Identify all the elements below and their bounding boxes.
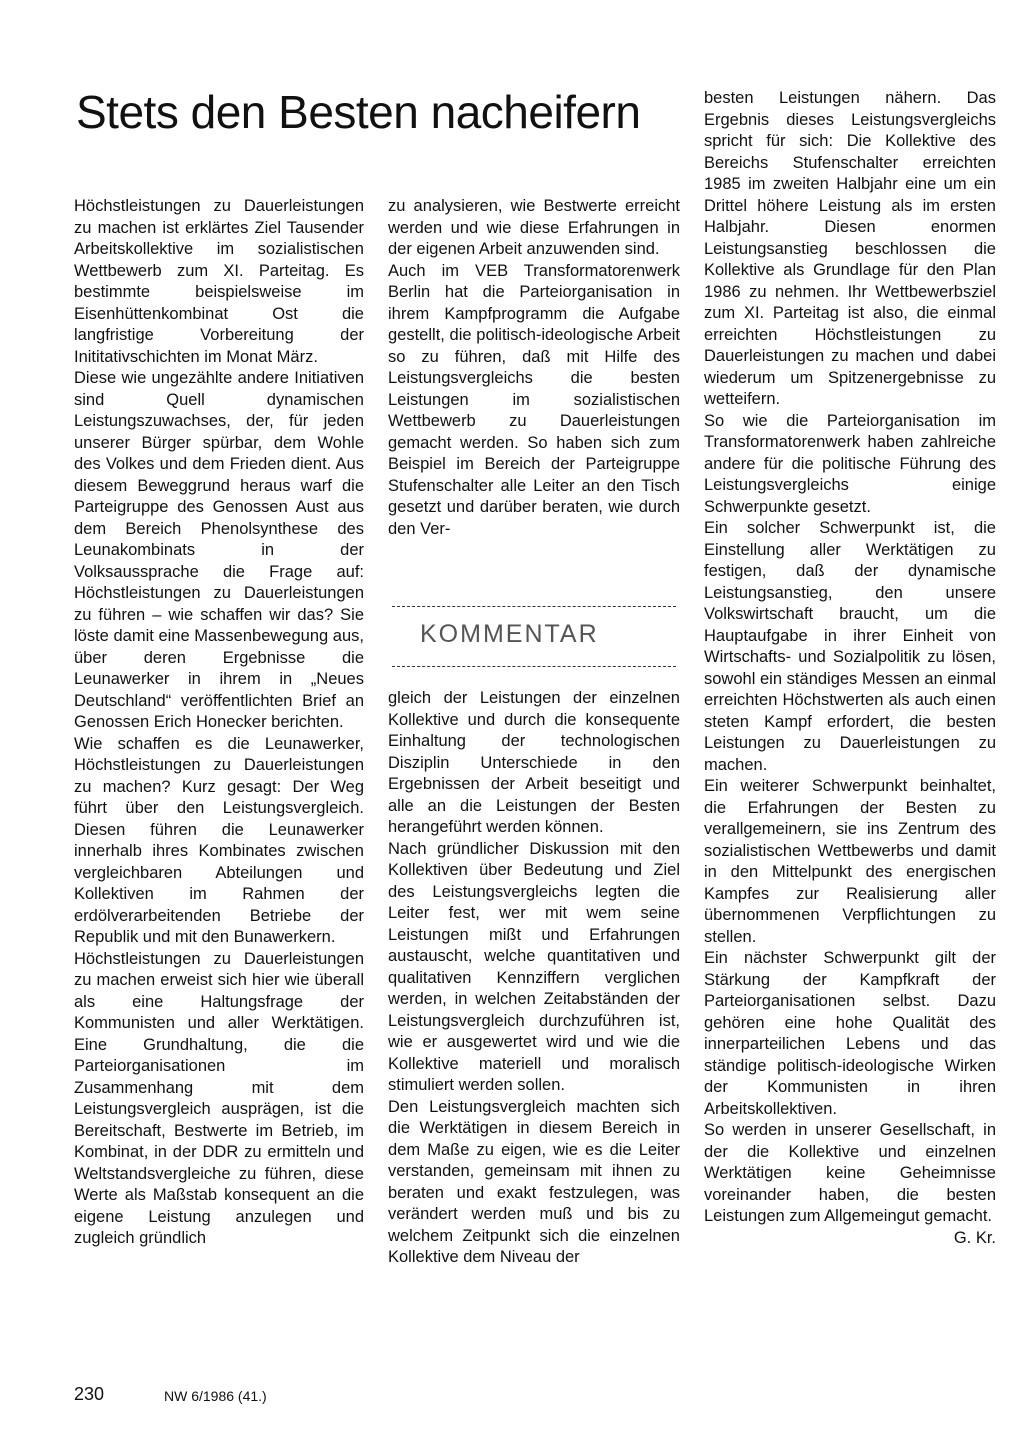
kommentar-box <box>388 602 680 670</box>
paragraph: Auch im VEB Transformatorenwerk Berlin hat die Parteiorganisation in ihrem Kampfprogramm die Aufgabe gestellt, die politisch-ideologische Arbeit so zu führen, daß mit Hilfe des Leistungsvergleichs die besten Leistungen im sozialistischen Wettbewerb zu Dauerleistungen gemacht werden. So haben sich zum Beispiel im Bereich der Parteigruppe Stufenschalter alle Leiter an den Tisch gesetzt und darüber beraten, wie durch den Ver- <box>388 261 680 538</box>
paragraph: besten Leistungen nähern. Das Ergebnis dieses Leistungsvergleichs spricht für sich: Die Kollektive des Bereichs Stufenschalter erreichten 1985 im zweiten Halbjahr eine um ein Drittel höhere Leistung als im ersten Halbjahr. Diesen enormen Leistungsanstieg beschlossen die Kollektive als Grundlage für den Plan 1986 zu nehmen. Ihr Wettbewerbsziel zum XI. Parteitag ist also, die einmal erreichten Höchstleistungen zu Dauerleistungen zu machen und dabei wiederum um Spitzenergebnisse zu wetteifern. <box>704 89 996 408</box>
issue-reference: NW 6/1986 (41.) <box>164 1388 267 1404</box>
paragraph: Ein weiterer Schwerpunkt beinhaltet, die Erfahrungen der Besten zu verallgemeinern, sie ins Zentrum des sozialistischen Wettbewerbs und damit in den Mittelpunkt des energischen Kampfes zur Realisierung aller übernommenen Verpflichtungen zu stellen. <box>704 777 996 946</box>
paragraph: Nach gründlicher Diskussion mit den Kollektiven über Bedeutung und Ziel des Leistungsvergleichs legten die Leiter fest, wer mit wem seine Leistungen mißt und Erfahrungen austauscht, welche quantitativen und qualitativen Kennziffern verglichen werden, in welchen Zeitabständen der Leistungsvergleich durchzuführen ist, wie er ausgewertet wird und wie die Kollektive materiell und moralisch stimuliert werden sollen. <box>388 839 680 1094</box>
paragraph: Ein solcher Schwerpunkt ist, die Einstellung aller Werktätigen zu festigen, daß der dynamische Leistungsanstieg, den unsere Volkswirtschaft braucht, um die Hauptaufgabe in ihrer Einheit von Wirtschafts- und Sozialpolitik zu lösen, sowohl ein ständiges Messen an einmal erreichten Höchstwerten als auch einen steten Kampf erfordert, die besten Leistungen zu Dauerleistungen zu machen. <box>704 519 996 774</box>
kommentar-label: KOMMENTAR <box>420 620 599 648</box>
divider <box>392 606 676 607</box>
paragraph: Den Leistungsvergleich machten sich die Werktätigen in diesem Bereich in dem Maße zu eigen, wie es die Leiter verstanden, gemeinsam mit ihnen zu beraten und exakt festzulegen, was verändert werden muß und bis zu welchem Zeitpunkt sich die einzelnen Kollektive dem Niveau der <box>388 1097 680 1266</box>
article-title: Stets den Besten nacheifern <box>76 86 641 138</box>
article-column-2-top <box>388 196 680 540</box>
paragraph: Diese wie ungezählte andere Initiativen sind Quell dynamischen Leistungszuwachses, der, für jeden unserer Bürger spürbar, dem Wohle des Volkes und dem Frieden dient. Aus diesem Beweggrund heraus warf die Parteigruppe des Genossen Aust aus dem Bereich Phenolsynthese des Leunakombinats in der Volksaussprache die Frage auf: Höchstleistungen zu Dauerleistungen zu führen – wie schaffen wir das? Sie löste damit eine Massenbewegung aus, über deren Ergebnisse die Leunawerker in ihrem in „Neues Deutschland“ veröffentlichten Brief an Genossen Erich Honecker berichten. <box>74 369 364 731</box>
paragraph: zu analysieren, wie Bestwerte erreicht werden und wie diese Erfahrungen in der eigenen Arbeit anzuwenden sind. <box>388 197 680 258</box>
paragraph: gleich der Leistungen der einzelnen Kollektive und durch die konsequente Einhaltung der technologischen Disziplin Unterschiede in den Ergebnissen der Arbeit beseitigt und alle an die Leistungen der Besten herangeführt werden können. <box>388 689 680 836</box>
paragraph: Höchstleistungen zu Dauerleistungen zu machen ist erklärtes Ziel Tausender Arbeitskollektive im sozialistischen Wettbewerb zum XI. Parteitag. Es bestimmte beispielsweise im Eisenhüttenkombinat Ost die langfristige Vorbereitung der Inititativschichten im Monat März. <box>74 197 364 366</box>
paragraph: Ein nächster Schwerpunkt gilt der Stärkung der Kampfkraft der Parteiorganisationen selbst. Dazu gehören eine hohe Qualität des innerparteilichen Lebens und das ständige politisch-ideologische Wirken der Kommunisten in ihren Arbeitskollektiven. <box>704 949 996 1118</box>
article-column-3 <box>704 88 996 1249</box>
paragraph: So werden in unserer Gesellschaft, in der die Kollektive und einzelnen Werktätigen keine Geheimnisse voreinander haben, die besten Leistungen zum Allgemeingut gemacht. <box>704 1121 996 1225</box>
divider <box>392 666 676 667</box>
article-column-1 <box>74 196 364 1250</box>
article-column-2-bottom <box>388 688 680 1269</box>
author-signature: G. Kr. <box>953 1228 996 1247</box>
paragraph: So wie die Parteiorganisation im Transformatorenwerk haben zahlreiche andere für die politische Führung des Leistungsvergleichs einige Schwerpunkte gesetzt. <box>704 411 996 516</box>
paragraph: Höchstleistungen zu Dauerleistungen zu machen erweist sich hier wie überall als eine Haltungsfrage der Kommunisten und aller Werktätigen. Eine Grundhaltung, die die Parteiorganisationen im Zusammenhang mit dem Leistungsvergleich ausprägen, ist die Bereitschaft, Bestwerte im Betrieb, im Kombinat, in der DDR zu ermitteln und Weltstandsvergleiche zu führen, diese Werte als Maßstab konsequent an die eigene Leistung anzulegen und zugleich gründlich <box>74 949 364 1247</box>
page-number: 230 <box>74 1384 105 1404</box>
paragraph: Wie schaffen es die Leunawerker, Höchstleistungen zu Dauerleistungen zu machen? Kurz gesagt: Der Weg führt über den Leistungsvergleich. Diesen führen die Leunawerker innerhalb ihres Kombinates zwischen vergleichbaren Abteilungen und Kollektiven im Rahmen der erdölverarbeitenden Betriebe der Republik und mit den Bunawerkern. <box>74 734 364 946</box>
